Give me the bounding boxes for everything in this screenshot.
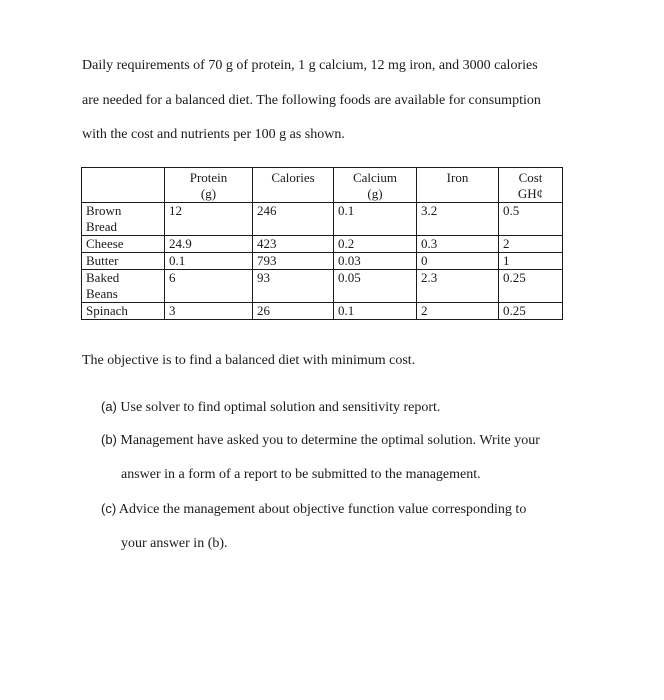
cell-calories: 93 (253, 270, 334, 303)
cell-food: Cheese (82, 236, 165, 253)
question-c-label: (c) (101, 501, 117, 516)
cell-iron: 0.3 (417, 236, 499, 253)
question-b-line-2: answer in a form of a report to be submitted to the management. (121, 467, 481, 482)
nutrient-table (81, 167, 563, 320)
cell-calories: 423 (253, 236, 334, 253)
intro-line-1: Daily requirements of 70 g of protein, 1 g calcium, 12 mg iron, and 3000 calories (82, 58, 538, 73)
cell-calories: 246 (253, 203, 334, 236)
question-b-text-1: Management have asked you to determine the optimal solution. Write your (116, 433, 540, 448)
cell-food: Brown Bread (82, 203, 165, 236)
question-a-text: Use solver to find optimal solution and sensitivity report. (116, 400, 441, 415)
objective-text: The objective is to find a balanced diet with minimum cost. (82, 353, 416, 368)
cell-protein: 3 (165, 303, 253, 320)
cell-calcium: 0.1 (334, 303, 417, 320)
header-cell-protein: Protein (g) (165, 168, 253, 203)
table-row (82, 253, 563, 270)
cell-calories: 793 (253, 253, 334, 270)
question-c-line-1 (101, 500, 526, 518)
cell-iron: 3.2 (417, 203, 499, 236)
cell-calories: 26 (253, 303, 334, 320)
cell-cost: 0.25 (499, 303, 563, 320)
table-row (82, 236, 563, 253)
cell-cost: 1 (499, 253, 563, 270)
table-header (82, 168, 563, 203)
header-row (82, 168, 563, 203)
header-cell-calcium: Calcium (g) (334, 168, 417, 203)
question-a-label: (a) (101, 399, 117, 414)
cell-food: Butter (82, 253, 165, 270)
question-a (101, 398, 440, 416)
header-cell-food (82, 168, 165, 203)
cell-iron: 2.3 (417, 270, 499, 303)
cell-calcium: 0.1 (334, 203, 417, 236)
cell-iron: 2 (417, 303, 499, 320)
question-b-line-1 (101, 431, 540, 449)
cell-protein: 0.1 (165, 253, 253, 270)
cell-cost: 0.25 (499, 270, 563, 303)
question-c-text-1: Advice the management about objective function value corresponding to (116, 502, 527, 517)
table-row (82, 203, 563, 236)
cell-calcium: 0.03 (334, 253, 417, 270)
table-body (82, 203, 563, 320)
cell-protein: 6 (165, 270, 253, 303)
cell-cost: 0.5 (499, 203, 563, 236)
cell-protein: 24.9 (165, 236, 253, 253)
cell-food: Baked Beans (82, 270, 165, 303)
cell-iron: 0 (417, 253, 499, 270)
table-row (82, 270, 563, 303)
header-cell-calories: Calories (253, 168, 334, 203)
question-c-line-2: your answer in (b). (121, 536, 228, 551)
intro-line-2: are needed for a balanced diet. The following foods are available for consumption (82, 93, 541, 108)
cell-cost: 2 (499, 236, 563, 253)
question-b-label: (b) (101, 432, 117, 447)
table-row (82, 303, 563, 320)
cell-protein: 12 (165, 203, 253, 236)
cell-calcium: 0.2 (334, 236, 417, 253)
cell-food: Spinach (82, 303, 165, 320)
intro-line-3: with the cost and nutrients per 100 g as shown. (82, 127, 345, 142)
header-cell-cost: Cost GH¢ (499, 168, 563, 203)
cell-calcium: 0.05 (334, 270, 417, 303)
header-cell-iron: Iron (417, 168, 499, 203)
